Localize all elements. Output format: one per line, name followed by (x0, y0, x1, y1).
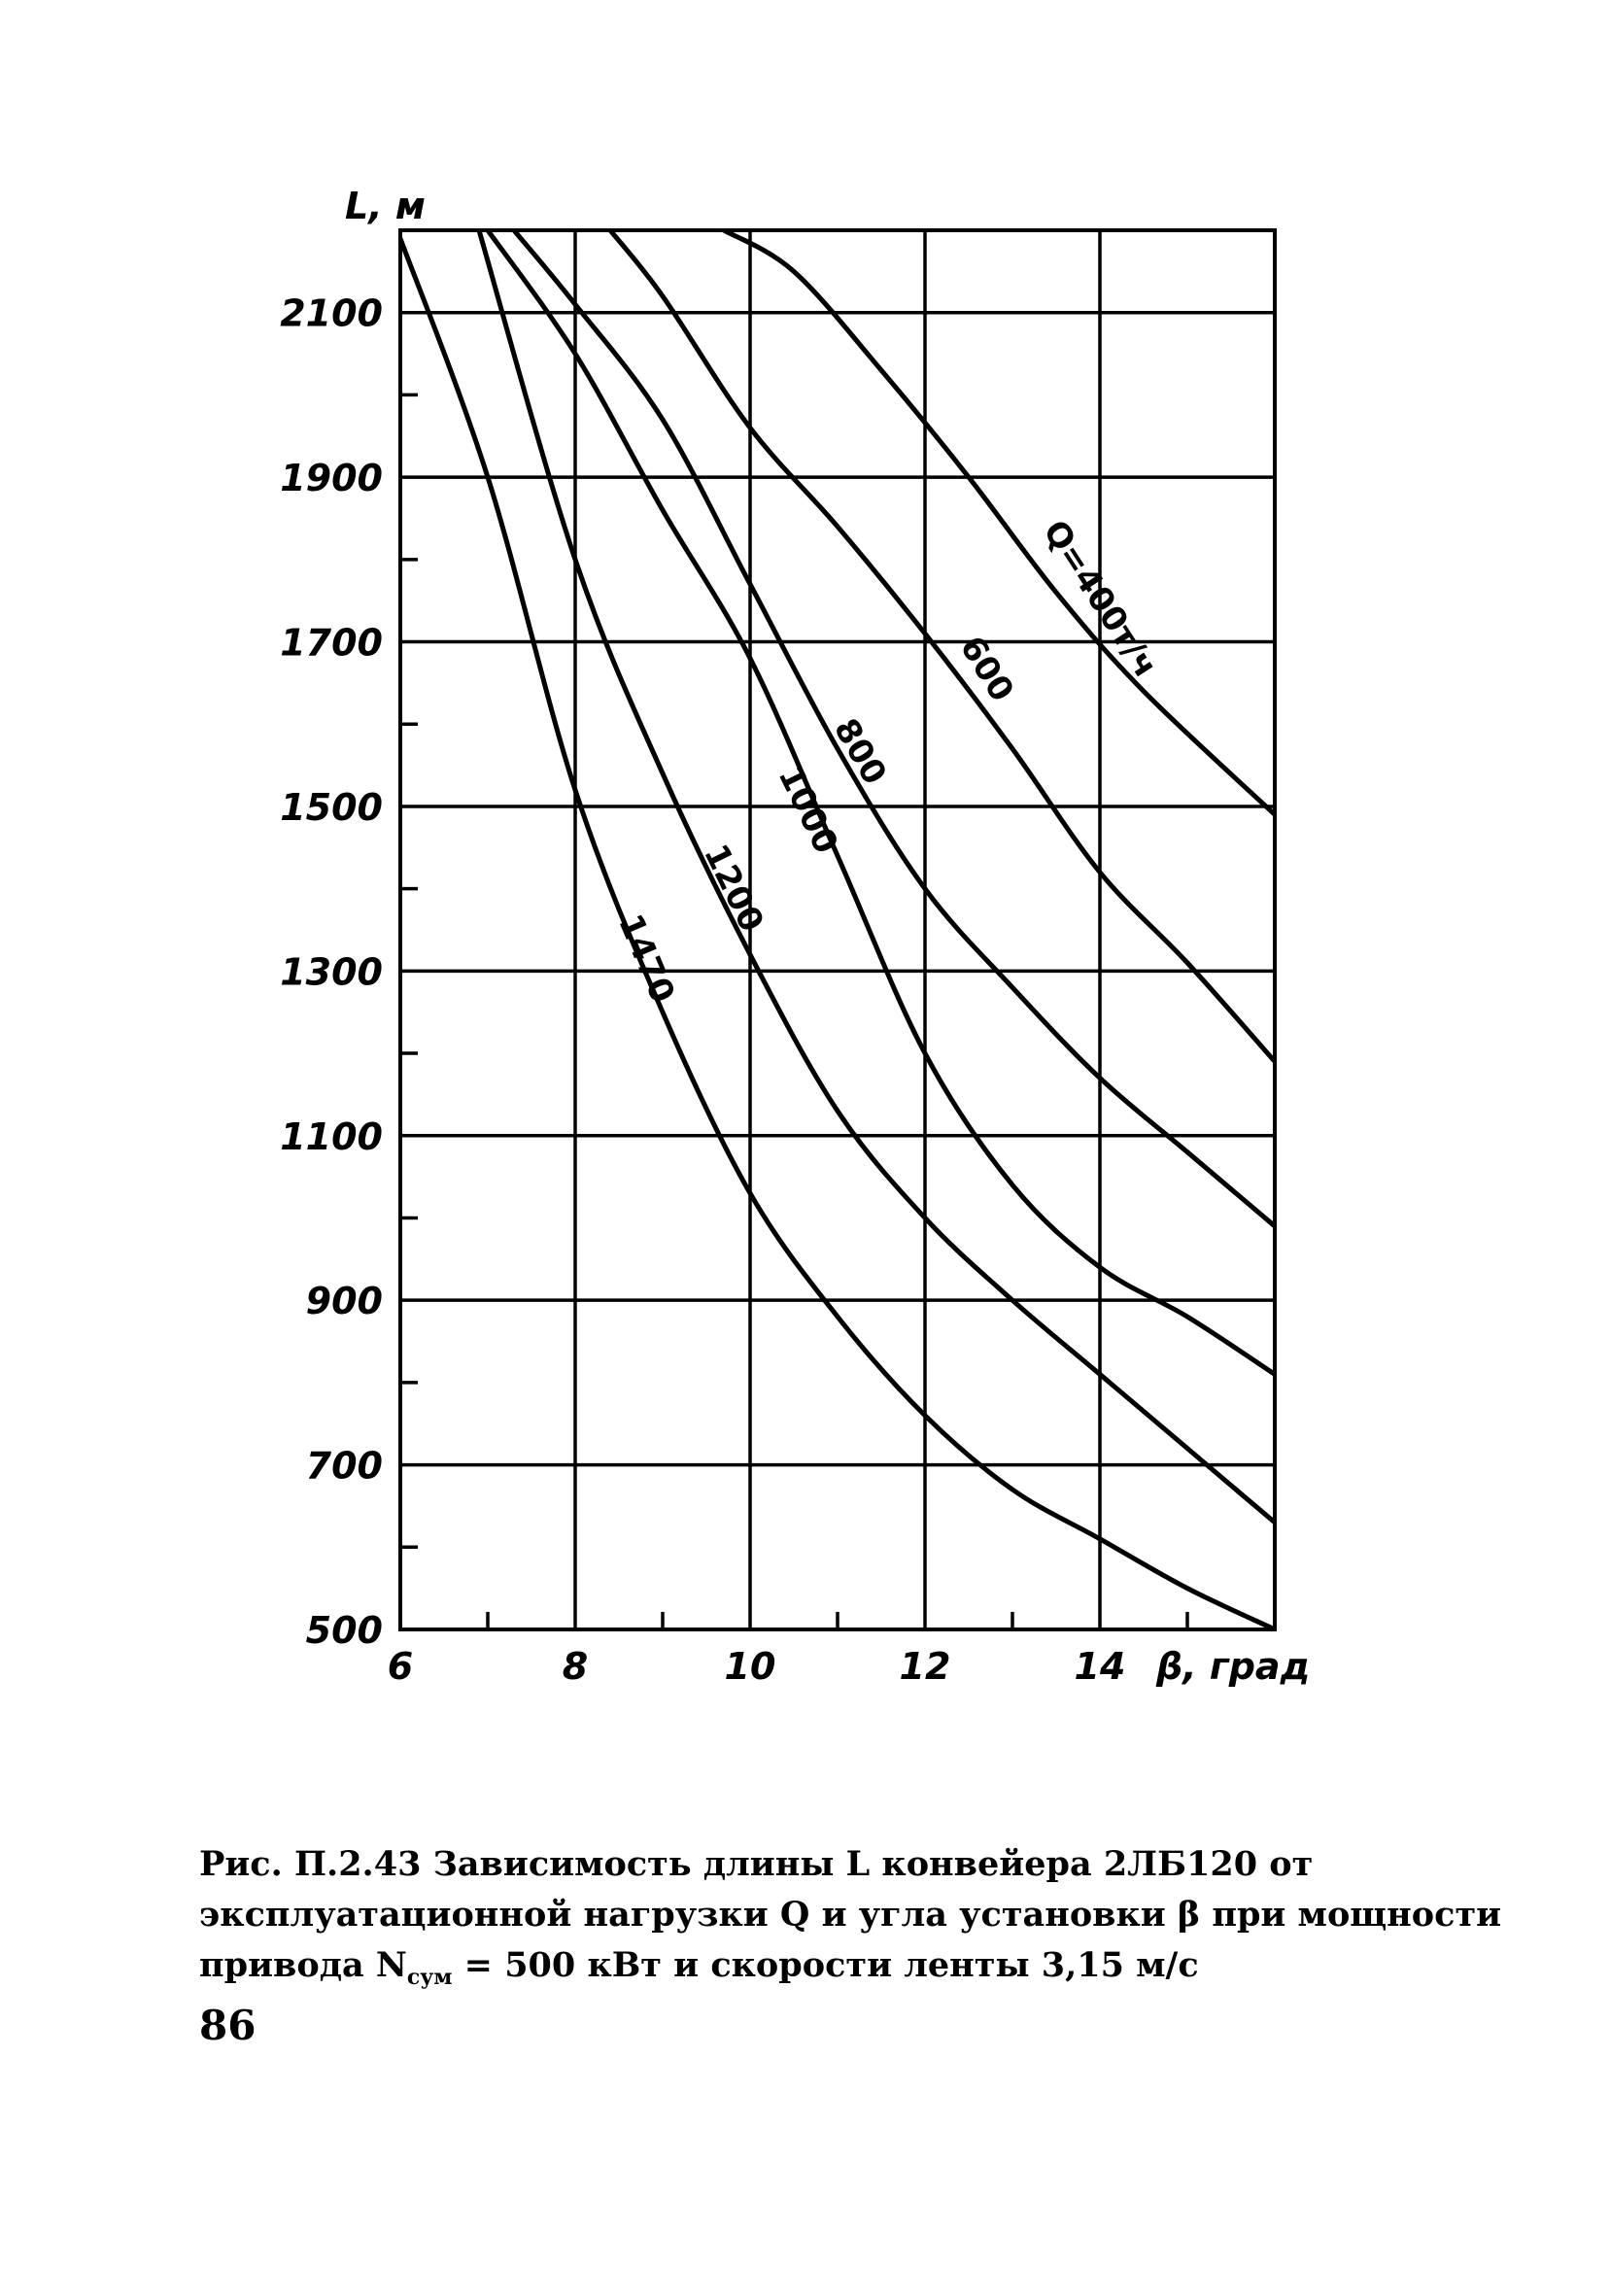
series-label-3: 1000 (770, 760, 846, 860)
y-tick-label: 900 (305, 1280, 383, 1323)
y-tick-label: 1300 (280, 950, 383, 994)
y-axis-label: L, м (345, 185, 426, 227)
x-axis-label: β, град (1156, 1645, 1311, 1688)
series-label-1: 600 (951, 629, 1022, 709)
series-line-2 (514, 230, 1275, 1226)
x-tick-label: 14 (1074, 1645, 1126, 1688)
series-curves (400, 230, 1275, 1629)
series-label-0: Q=400т/ч (1035, 513, 1166, 685)
plot-border (400, 230, 1275, 1629)
caption-line-2: эксплуатационной нагрузки Q и угла установки β при мощности (199, 1895, 1502, 1935)
figure-caption (199, 1839, 1502, 2003)
x-tick-label: 6 (387, 1645, 414, 1688)
grid (400, 230, 1275, 1629)
caption-subscript: сум (406, 1965, 453, 1990)
y-tick-label: 1500 (280, 785, 383, 829)
caption-line-3 (199, 1940, 1419, 2003)
series-label-5: 1470 (610, 908, 683, 1009)
y-tick-label: 500 (305, 1609, 383, 1652)
y-tick-label: 1700 (280, 621, 383, 665)
series-label-2: 800 (825, 711, 895, 792)
series-line-5 (400, 238, 1275, 1629)
series-line-4 (479, 230, 1275, 1523)
caption-line-3-end: = 500 кВт и скорости ленты 3,15 м/с (452, 1945, 1199, 1985)
page-number: 86 (199, 2002, 257, 2049)
series-line-3 (488, 230, 1275, 1374)
caption-line-1: Рис. П.2.43 Зависимость длины L конвейера 2ЛБ120 от (199, 1844, 1314, 1884)
y-tick-label: 1900 (280, 457, 383, 500)
x-tick-label: 8 (562, 1645, 589, 1688)
series-line-1 (610, 230, 1275, 1062)
y-tick-label: 1100 (280, 1114, 383, 1158)
y-tick-label: 2100 (280, 291, 383, 335)
tick-marks (400, 230, 1187, 1629)
series-label-4: 1200 (696, 838, 771, 939)
caption-line-3-start: привода N (199, 1945, 407, 1985)
y-tick-label: 700 (305, 1444, 383, 1488)
plot-frame (400, 230, 1275, 1629)
x-tick-label: 10 (724, 1645, 776, 1688)
x-tick-label: 12 (899, 1645, 951, 1688)
